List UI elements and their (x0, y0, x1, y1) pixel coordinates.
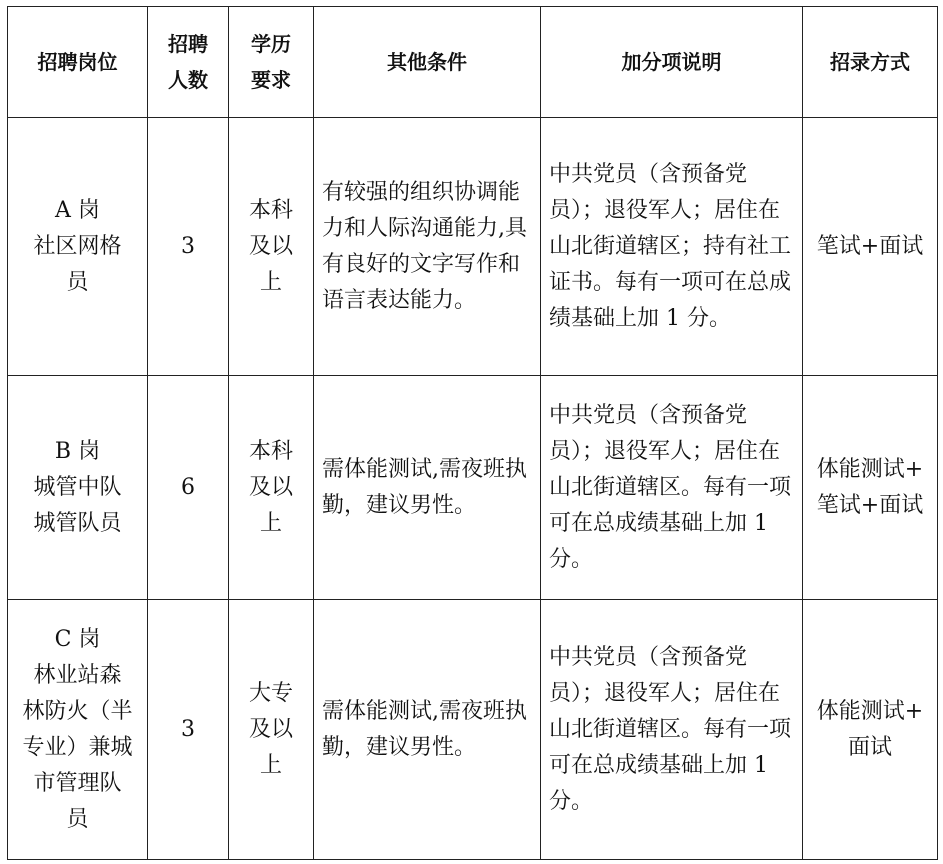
method-line: 笔试+面试 (816, 492, 924, 518)
method-cell (803, 600, 938, 860)
position-cell (8, 118, 148, 376)
education-line: 大专 (248, 680, 293, 706)
bonus-cell: 中共党员（含预备党员）；退役军人；居住在山北街道辖区。每有一项可在总成绩基础上加 1 分。 (541, 376, 803, 600)
education-line: 本科 (248, 197, 293, 223)
education-line: 及以 (248, 233, 293, 259)
position-name-line: 社区网格 (33, 233, 122, 259)
header-edu-line1: 学历 (251, 32, 291, 56)
position-code: B 岗 (54, 438, 101, 464)
method-line: 面试 (847, 734, 892, 760)
header-bonus: 加分项说明 (541, 7, 803, 118)
position-name-line: 员 (66, 806, 89, 832)
position-name-line: 林防火（半 (22, 698, 133, 724)
header-position: 招聘岗位 (8, 7, 148, 118)
education-line: 本科 (248, 438, 293, 464)
position-cell (8, 600, 148, 860)
header-count-line1: 招聘 (168, 32, 208, 56)
header-row (8, 7, 938, 118)
header-edu-line2: 要求 (251, 68, 291, 92)
count-cell: 3 (148, 600, 229, 860)
position-name-line: 城管队员 (33, 510, 122, 536)
table-row (8, 118, 938, 376)
bonus-cell: 中共党员（含预备党员）；退役军人；居住在山北街道辖区；持有社工证书。每有一项可在总成绩基础上加 1 分。 (541, 118, 803, 376)
conditions-cell: 需体能测试,需夜班执勤，建议男性。 (314, 376, 541, 600)
method-line: 体能测试+ (816, 698, 924, 724)
table-row (8, 376, 938, 600)
header-education (229, 7, 314, 118)
position-cell (8, 376, 148, 600)
education-line: 及以 (248, 716, 293, 742)
position-name-line: 市管理队 (33, 770, 122, 796)
education-line: 及以 (248, 474, 293, 500)
conditions-cell: 需体能测试,需夜班执勤，建议男性。 (314, 600, 541, 860)
method-line: 笔试+面试 (816, 233, 924, 259)
conditions-cell: 有较强的组织协调能力和人际沟通能力,具有良好的文字写作和语言表达能力。 (314, 118, 541, 376)
recruitment-table (7, 6, 938, 860)
header-conditions: 其他条件 (314, 7, 541, 118)
position-name-line: 专业）兼城 (22, 734, 133, 760)
education-line: 上 (259, 510, 282, 536)
position-name-line: 城管中队 (33, 474, 122, 500)
bonus-cell: 中共党员（含预备党员）；退役军人；居住在山北街道辖区。每有一项可在总成绩基础上加 1 分。 (541, 600, 803, 860)
header-count-line2: 人数 (168, 68, 208, 92)
count-cell: 6 (148, 376, 229, 600)
education-cell (229, 118, 314, 376)
header-method: 招录方式 (803, 7, 938, 118)
header-count (148, 7, 229, 118)
education-line: 上 (259, 752, 282, 778)
method-line: 体能测试+ (816, 456, 924, 482)
position-code: C 岗 (54, 626, 101, 652)
table-row (8, 600, 938, 860)
education-cell (229, 376, 314, 600)
education-line: 上 (259, 269, 282, 295)
method-cell (803, 376, 938, 600)
position-name-line: 员 (66, 269, 89, 295)
method-cell (803, 118, 938, 376)
position-code: A 岗 (55, 197, 100, 223)
count-cell: 3 (148, 118, 229, 376)
position-name-line: 林业站森 (33, 662, 122, 688)
education-cell (229, 600, 314, 860)
